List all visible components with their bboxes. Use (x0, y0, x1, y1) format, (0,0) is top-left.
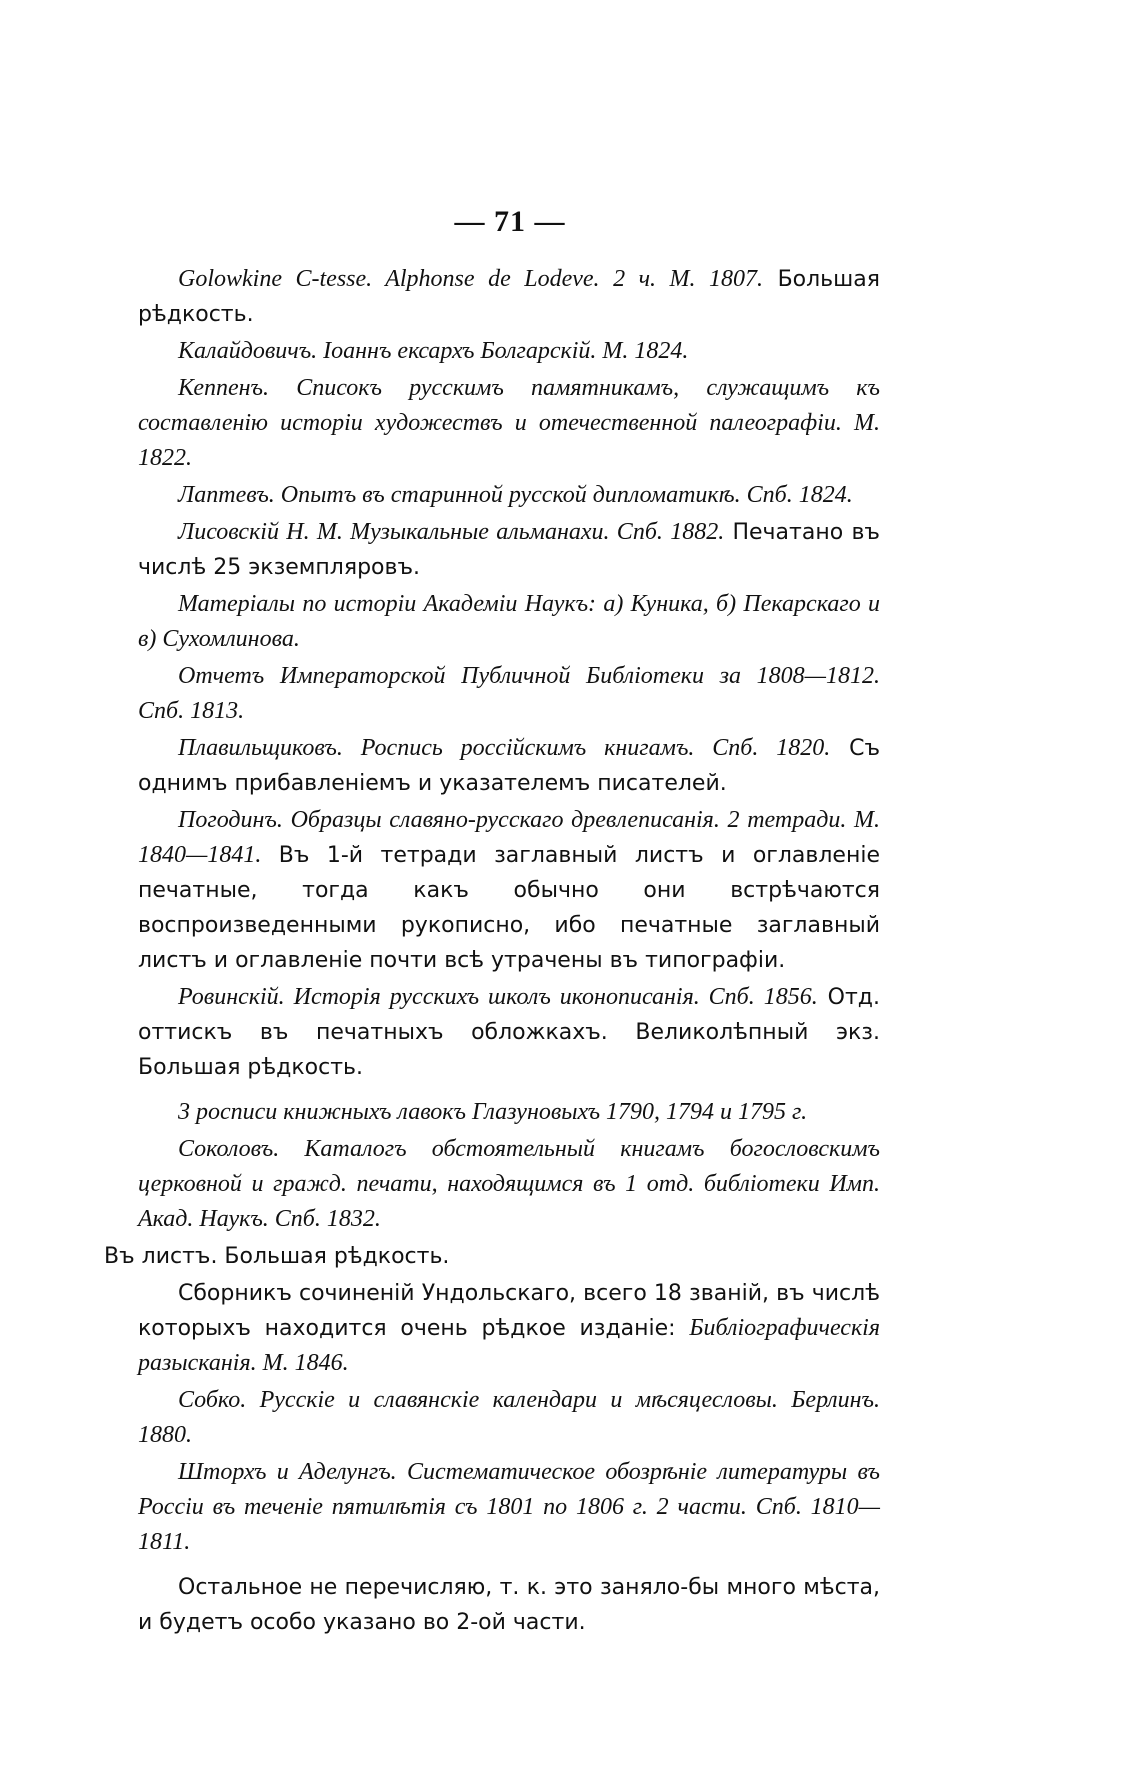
entry-lisovsky (138, 515, 880, 585)
entry-title: Плавильщиковъ. Роспись россійскимъ книгамъ. Спб. 1820. (178, 735, 831, 761)
entry-note: Въ листъ. Большая рѣдкость. (104, 1244, 450, 1269)
entry-sobko (138, 1383, 880, 1453)
entry-title: Отчетъ Императорской Публичной Библіотеки за 1808—1812. Спб. 1813. (138, 663, 880, 724)
entry-title: Кеппенъ. Списокъ русскимъ памятникамъ, служащимъ къ составленію исторіи художествъ и отечественной палеографіи. М. 1822. (138, 375, 880, 471)
entry-sokolov (138, 1132, 880, 1237)
entry-title: Шторхъ и Аделунгъ. Систематическое обозрѣніе литературы въ Россіи въ теченіе пятилѣтія съ 1801 по 1806 г. 2 части. Спб. 1810—1811. (138, 1459, 880, 1555)
entry-rovinsky (138, 980, 880, 1085)
entry-laptev (138, 478, 880, 513)
entry-materialy (138, 587, 880, 657)
entry-kalaydovich (138, 334, 880, 369)
bibliography-list (104, 262, 881, 1642)
entry-undolsky (138, 1276, 880, 1381)
entry-sokolov-note (104, 1239, 880, 1274)
entry-pogodin (138, 803, 880, 978)
entry-title: Библіографическія разысканія. М. 1846. (138, 1315, 880, 1376)
entry-plavilshchikov (138, 731, 880, 801)
entry-title: Лисовскій Н. М. Музыкальные альманахи. Спб. 1882. (178, 519, 725, 545)
entry-note: Отд. оттискъ въ печатныхъ обложкахъ. Великолѣпный экз. Большая рѣдкость. (138, 985, 880, 1080)
entry-title: Собко. Русскіе и славянскіе календари и мѣсяцесловы. Берлинъ. 1880. (138, 1387, 880, 1448)
entry-title: Погодинъ. Образцы славяно-русскаго древлеписанія. 2 тетради. М. 1840—1841. (138, 807, 880, 868)
entry-note: Въ 1-й тетради заглавный листъ и оглавленіе печатные, тогда какъ обычно они встрѣчаются воспроизведенными рукописно, ибо печатные заглавный листъ и оглавленіе почти всѣ утрачены въ типографіи. (138, 843, 880, 973)
entry-closing-remark (138, 1570, 880, 1640)
entry-note: Сборникъ сочиненій Ундольскаго, всего 18 званій, въ числѣ которыхъ находится очень рѣдкое изданіе: (138, 1281, 880, 1341)
entry-title: Лаптевъ. Опытъ въ старинной русской дипломатикѣ. Спб. 1824. (178, 482, 853, 508)
entry-otchet (138, 659, 880, 729)
entry-glazunov (138, 1095, 880, 1130)
entry-title: Ровинскій. Исторія русскихъ школъ иконописанія. Спб. 1856. (178, 984, 818, 1010)
entry-golowkine (138, 262, 880, 332)
entry-title: Соколовъ. Каталогъ обстоятельный книгамъ богословскимъ церковной и гражд. печати, находящимся въ 1 отд. библіотеки Имп. Акад. Наукъ. Спб. 1832. (138, 1136, 880, 1232)
entry-note: Съ однимъ прибавленіемъ и указателемъ писателей. (138, 736, 881, 796)
entry-title: Калайдовичъ. Іоаннъ ексархъ Болгарскій. М. 1824. (178, 338, 689, 364)
entry-title: 3 росписи книжныхъ лавокъ Глазуновыхъ 1790, 1794 и 1795 г. (178, 1099, 808, 1125)
entry-note: Большая рѣдкость. (138, 267, 880, 327)
page-number: — 71 — (454, 205, 566, 238)
entry-title: Матеріалы по исторіи Академіи Наукъ: а) Куника, б) Пекарскаго и в) Сухомлинова. (138, 591, 880, 652)
entry-note: Печатано въ числѣ 25 экземпляровъ. (138, 520, 880, 580)
entry-keppen (138, 371, 880, 476)
entry-title: Golowkine C-tesse. Alphonse de Lodeve. 2 ч. М. 1807. (178, 266, 764, 292)
entry-note: Остальное не перечисляю, т. к. это заняло-бы много мѣста, и будетъ особо указано во 2-ой части. (138, 1575, 880, 1635)
entry-storch (138, 1455, 880, 1560)
